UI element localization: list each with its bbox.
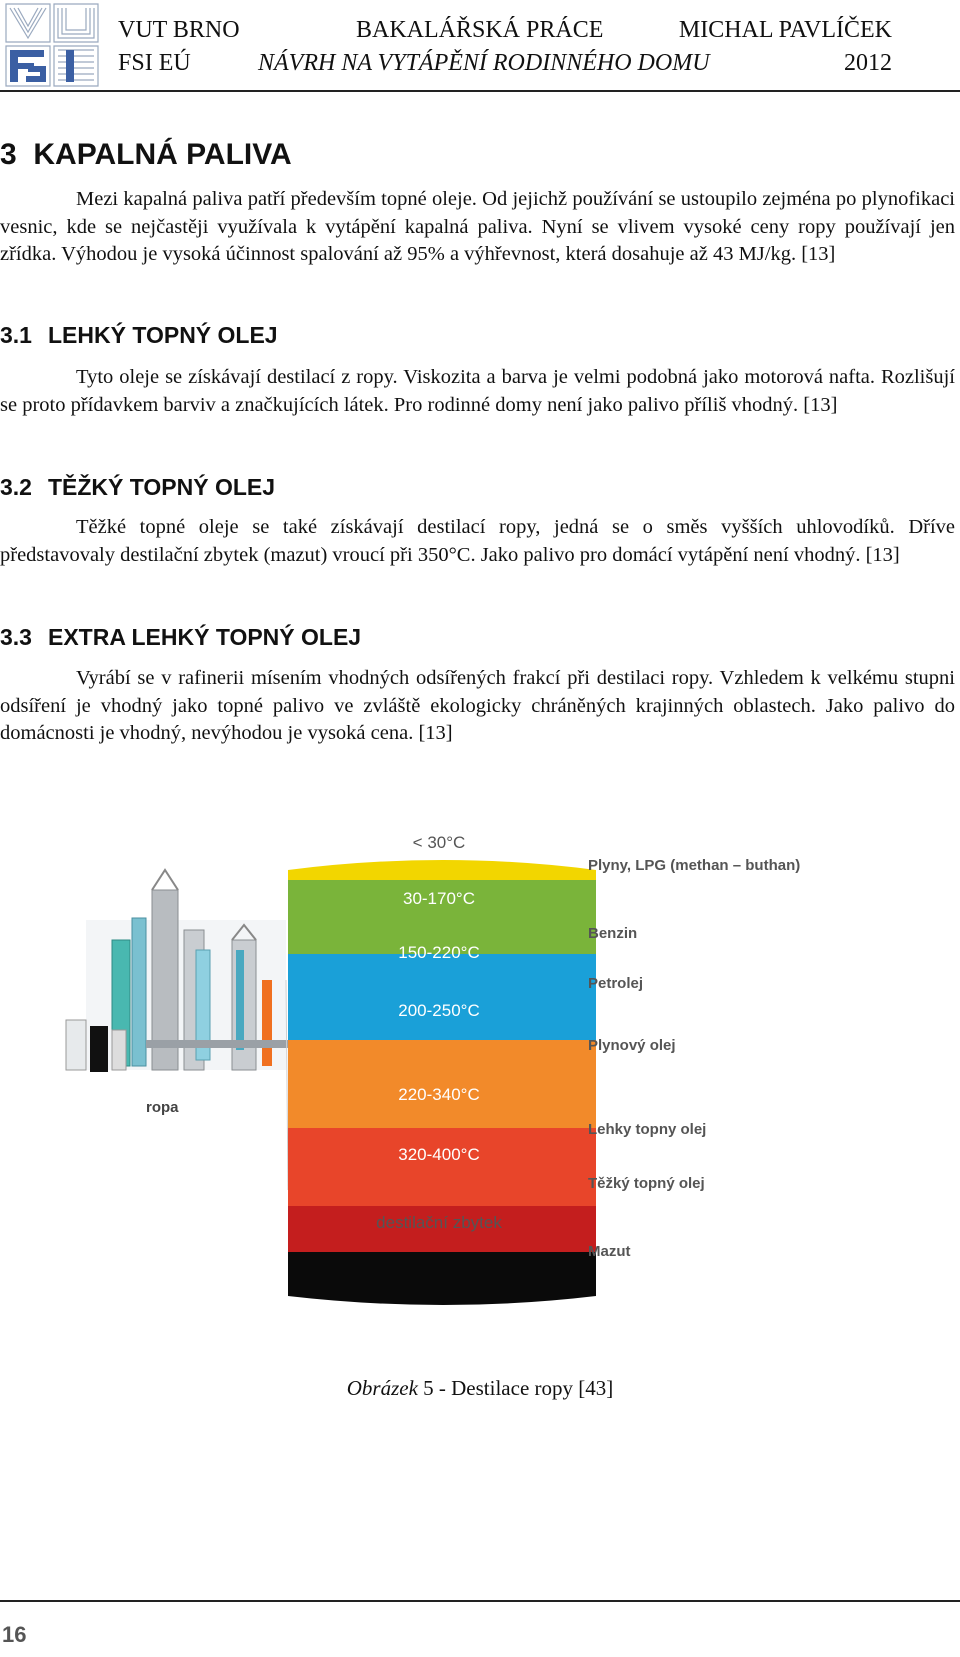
page-number: 16 — [2, 1622, 27, 1647]
header-author: MICHAL PAVLÍČEK — [678, 17, 892, 43]
layer-plynovy-olej — [288, 1040, 596, 1128]
header-doc-title: NÁVRH NA VYTÁPĚNÍ RODINNÉHO DOMU — [258, 50, 710, 76]
section-heading-3-3 — [0, 624, 361, 651]
temp-label: < 30°C — [412, 833, 466, 852]
product-label: Těžký topný olej — [588, 1175, 705, 1192]
distillation-figure — [56, 830, 866, 1360]
section-title: TĚŽKÝ TOPNÝ OLEJ — [47, 474, 276, 500]
page-header — [0, 0, 960, 92]
temp-label: 30-170°C — [402, 889, 476, 908]
temp-label: 200-250°C — [398, 1001, 480, 1020]
caption-text: 5 - Destilace ropy [43] — [417, 1376, 614, 1400]
temp-label: 150-220°C — [398, 943, 480, 962]
header-divider — [0, 90, 960, 92]
vut-fsi-logo — [4, 2, 100, 88]
footer-divider — [0, 1600, 960, 1602]
header-doc-type: BAKALÁŘSKÁ PRÁCE — [356, 17, 604, 43]
product-label: Benzin — [588, 925, 638, 942]
chapter-number: 3 — [0, 138, 17, 171]
layer-mazut — [288, 1252, 596, 1305]
section-title: EXTRA LEHKÝ TOPNÝ OLEJ — [47, 624, 362, 650]
section-text-3-2: Těžké topné oleje se také získávají destilací ropy, jedná se o směs vyšších uhlovodíků. Dříve představovaly destilační zbytek (mazut) vroucí při 350°C. Jako palivo pro domácí vytápění není vhodný. [13] — [0, 516, 955, 566]
section-number: 3.1 — [0, 322, 32, 348]
section-text-3-3: Vyrábí se v rafinerii mísením vhodných odsířených frakcí při destilaci ropy. Vzhledem k velkému stupni odsíření je vhodný jako topné palivo ve zvláště ekologicky chráněných krajinných oblastech. Jako palivo do domácnosti je vhodný, nevýhodou je vysoká cena. [13] — [0, 667, 955, 744]
header-faculty: FSI EÚ — [118, 50, 191, 76]
temp-label: 320-400°C — [398, 1145, 480, 1164]
section-text-3-1: Tyto oleje se získávají destilací z ropy. Viskozita a barva je velmi podobná jako motorová nafta. Rozlišují se proto přídavkem barviv a značkujících látek. Pro rodinné domy není jako palivo příliš vhodný. [13] — [0, 366, 955, 416]
product-label: Plynový olej — [588, 1037, 676, 1054]
section-heading-3-1 — [0, 322, 278, 349]
chapter-title: KAPALNÁ PALIVA — [33, 138, 292, 171]
product-label: Plyny, LPG (methan – buthan) — [588, 857, 801, 874]
product-label: Petrolej — [588, 975, 644, 992]
section-heading-3-2 — [0, 474, 275, 501]
layer-petrolej — [288, 954, 596, 1040]
figure-caption — [0, 1376, 960, 1401]
feed-label: ropa — [146, 1099, 179, 1116]
section-title: LEHKÝ TOPNÝ OLEJ — [47, 322, 278, 348]
chapter-intro: Mezi kapalná paliva patří především topné oleje. Od jejichž používání se ustoupilo zejména po plynofikaci vesnic, kde se nejčastěji využívala k vytápění kapalná paliva. Nyní se vlivem vysoké ceny ropy používají jen zřídka. Výhodou je vysoká účinnost spalování až 95% a výhřevnost, která dosahuje až 43 MJ/kg. [13] — [0, 188, 955, 265]
product-label: Mazut — [588, 1243, 631, 1260]
layer-lehky-topny-olej — [288, 1128, 596, 1206]
product-label: Lehky topny olej — [588, 1121, 707, 1138]
section-number: 3.3 — [0, 624, 32, 650]
header-school: VUT BRNO — [118, 17, 240, 43]
caption-prefix: Obrázek — [346, 1376, 418, 1400]
section-number: 3.2 — [0, 474, 32, 500]
header-year: 2012 — [844, 50, 892, 76]
temp-label: 220-340°C — [398, 1085, 480, 1104]
chapter-heading — [0, 138, 292, 172]
temp-label: destilační zbytek — [376, 1213, 502, 1232]
